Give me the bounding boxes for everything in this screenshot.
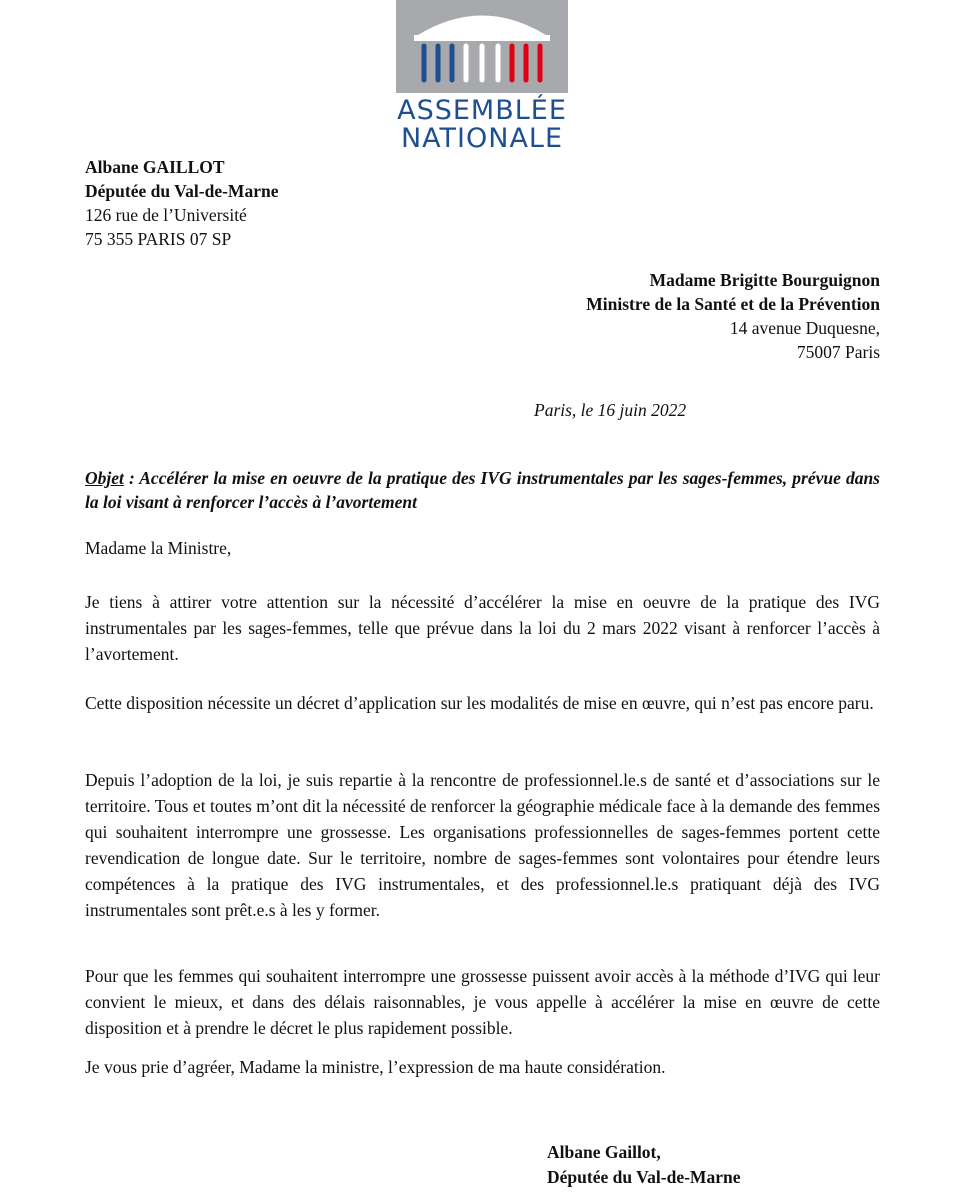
recipient-name: Madame Brigitte Bourguignon (649, 270, 880, 290)
salutation: Madame la Ministre, (85, 538, 232, 558)
recipient-block (586, 268, 880, 364)
paragraph-4: Pour que les femmes qui souhaitent interrompre une grossesse puissent avoir accès à la méthode d’IVG qui leur convient le mieux, et dans des délais raisonnables, je vous appelle à accélérer la mise en œuvre de cette disposition et à prendre le décret le plus rapidement possible. (85, 966, 880, 1038)
logo-emblem (396, 0, 568, 93)
subject-separator: : (123, 468, 140, 488)
signature-name: Albane Gaillot, (547, 1142, 661, 1162)
letter-date: Paris, le 16 juin 2022 (534, 400, 687, 420)
recipient-street: 14 avenue Duquesne, (729, 318, 880, 338)
subject-label: Objet (85, 468, 124, 488)
logo-line-1: ASSEMBLÉE (397, 95, 567, 126)
paragraph-2: Cette disposition nécessite un décret d’application sur les modalités de mise en œuvre, qui n’est pas encore paru. (85, 693, 874, 713)
paragraph-3: Depuis l’adoption de la loi, je suis repartie à la rencontre de professionnel.le.s de santé et d’associations sur le territoire. Tous et toutes m’ont dit la nécessité de renforcer la géographie médicale face à la demande des femmes qui souhaitent interrompre une grossesse. Les organisations professionnelles de sages-femmes portent cette revendication de longue date. Sur le territoire, nombre de sages-femmes sont volontaires pour étendre leurs compétences à la pratique des IVG instrumentales, et des professionnel.le.s pratiquant déjà des IVG instrumentales sont prêt.e.s à les y former. (85, 770, 880, 920)
letter-subject (85, 466, 880, 514)
logo-line-2: NATIONALE (400, 123, 564, 154)
sender-city: 75 355 PARIS 07 SP (85, 229, 232, 249)
sender-block (85, 155, 278, 251)
recipient-role: Ministre de la Santé et de la Prévention (586, 294, 880, 314)
closing-formula: Je vous prie d’agréer, Madame la ministre, l’expression de ma haute considération. (85, 1057, 666, 1077)
sender-name: Albane GAILLOT (85, 157, 225, 177)
sender-role: Députée du Val-de-Marne (85, 181, 279, 201)
signature-block (547, 1140, 740, 1190)
hemicycle-icon (396, 0, 568, 93)
signature-role: Députée du Val-de-Marne (547, 1167, 741, 1187)
subject-text: Accélérer la mise en oeuvre de la pratique des IVG instrumentales par les sages-femmes, prévue dans la loi visant à renforcer l’accès à l’avortement (85, 468, 880, 512)
sender-street: 126 rue de l’Université (85, 205, 247, 225)
recipient-city: 75007 Paris (796, 342, 880, 362)
assemblee-nationale-logo (396, 0, 568, 153)
paragraph-1: Je tiens à attirer votre attention sur la nécessité d’accélérer la mise en oeuvre de la pratique des IVG instrumentales par les sages-femmes, telle que prévue dans la loi du 2 mars 2022 visant à renforcer l’accès à l’avortement. (85, 592, 880, 664)
